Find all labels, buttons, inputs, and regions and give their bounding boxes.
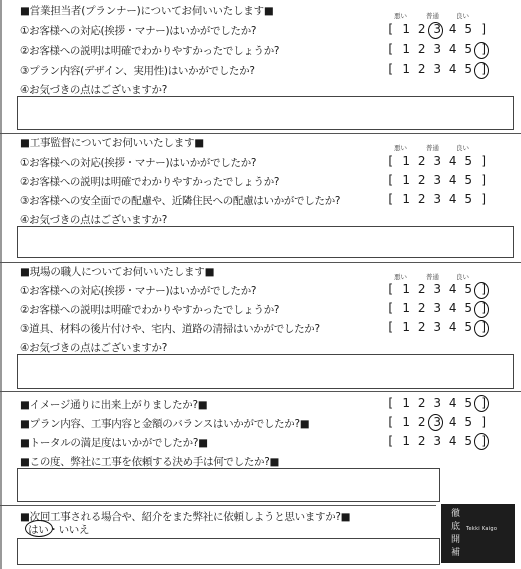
next-comment-box[interactable]: [17, 538, 440, 565]
craftsmen-q3-answer-circle: [474, 320, 489, 337]
craftsmen-q1-scale[interactable]: [ 1 2 3 4 5 ]: [388, 282, 487, 296]
scale-label-good: 良い: [456, 12, 469, 20]
overall-q3-scale[interactable]: [ 1 2 3 4 5 ]: [388, 434, 487, 448]
overall-q3-answer-circle: [474, 433, 489, 450]
planner-q4-text: ④お気づきの点はございますか?: [20, 84, 167, 96]
deciding-factor-box[interactable]: [17, 468, 440, 502]
overall-q3-text: ■トータルの満足度はいかがでしたか?■: [20, 437, 208, 449]
planner-q1-text: ①お客様への対応(挨拶・マナー)はいかがでしたか?: [20, 25, 257, 37]
overall-q1-answer-circle: [474, 395, 489, 412]
planner-q1-answer-circle: [428, 22, 443, 39]
planner-q2-answer-circle: [474, 42, 489, 59]
supervisor-q2-text: ②お客様への説明は明確でわかりやすかったでしょうか?: [20, 176, 280, 188]
option-separator: ・: [48, 524, 59, 536]
next-question: ■次回工事される場合や、紹介をまた弊社に依頼しようと思いますか?■: [20, 511, 351, 523]
craftsmen-q1-answer-circle: [474, 282, 489, 299]
craftsmen-q2-text: ②お客様への説明は明確でわかりやすかったでしょうか?: [20, 304, 280, 316]
planner-q3-scale[interactable]: [ 1 2 3 4 5 ]: [388, 62, 487, 76]
scale-label-good: 良い: [456, 273, 469, 281]
overall-q2-text: ■プラン内容、工事内容と金額のバランスはいかがでしたか?■: [20, 418, 310, 430]
planner-comment-box[interactable]: [17, 96, 514, 130]
craftsmen-q4-text: ④お気づきの点はございますか?: [20, 342, 167, 354]
craftsmen-q3-scale[interactable]: [ 1 2 3 4 5 ]: [388, 320, 487, 334]
section-divider: [0, 262, 521, 263]
section-divider: [0, 505, 436, 506]
craftsmen-comment-box[interactable]: [17, 354, 514, 389]
craftsmen-q3-text: ③道具、材料の後片付けや、宅内、道路の清掃はいかがでしたか?: [20, 323, 320, 335]
section-title-supervisor: ■工事監督についてお伺いいたします■: [20, 137, 205, 149]
overall-q2-answer-circle: [428, 414, 443, 431]
deciding-factor-question: ■この度、弊社に工事を依頼する決め手は何でしたか?■: [20, 456, 280, 468]
supervisor-q1-scale[interactable]: [ 1 2 3 4 5 ]: [388, 154, 487, 168]
next-answer-circle: [25, 520, 53, 537]
logo-kanji: 徹底開補: [451, 509, 461, 558]
scale-label-bad: 悪い: [394, 273, 407, 281]
section-title-craftsmen: ■現場の職人についてお伺いいたします■: [20, 266, 215, 278]
supervisor-q1-text: ①お客様への対応(挨拶・マナー)はいかがでしたか?: [20, 157, 257, 169]
supervisor-q2-scale[interactable]: [ 1 2 3 4 5 ]: [388, 173, 487, 187]
craftsmen-q2-scale[interactable]: [ 1 2 3 4 5 ]: [388, 301, 487, 315]
overall-q2-scale[interactable]: [ 1 2 3 4 5 ]: [388, 415, 487, 429]
option-no[interactable]: いいえ: [58, 524, 90, 536]
scale-label-bad: 悪い: [394, 12, 407, 20]
overall-q1-text: ■イメージ通りに出来上がりましたか?■: [20, 399, 208, 411]
scale-label-good: 良い: [456, 144, 469, 152]
option-yes[interactable]: はい: [28, 524, 49, 536]
section-divider: [0, 133, 521, 134]
supervisor-q3-text: ③お客様への安全面での配慮や、近隣住民への配慮はいかがでしたか?: [20, 195, 341, 207]
section-title-planner: ■営業担当者(プランナー)についてお伺いいたします■: [20, 5, 274, 17]
supervisor-q3-scale[interactable]: [ 1 2 3 4 5 ]: [388, 192, 487, 206]
planner-q1-scale[interactable]: [ 1 2 3 4 5 ]: [388, 22, 487, 36]
company-logo: [441, 504, 515, 563]
craftsmen-q1-text: ①お客様への対応(挨拶・マナー)はいかがでしたか?: [20, 285, 257, 297]
scale-label-bad: 悪い: [394, 144, 407, 152]
scale-label-normal: 普通: [426, 144, 439, 152]
scale-label-normal: 普通: [426, 273, 439, 281]
left-margin-line: [0, 0, 2, 569]
logo-latin: Tekki Kaigo: [466, 526, 498, 532]
planner-q3-answer-circle: [474, 62, 489, 79]
supervisor-q4-text: ④お気づきの点はございますか?: [20, 214, 167, 226]
planner-q2-text: ②お客様への説明は明確でわかりやすかったでしょうか?: [20, 45, 280, 57]
planner-q3-text: ③プラン内容(デザイン、実用性)はいかがでしたか?: [20, 65, 255, 77]
scale-label-normal: 普通: [426, 12, 439, 20]
section-divider: [0, 391, 521, 392]
planner-q2-scale[interactable]: [ 1 2 3 4 5 ]: [388, 42, 487, 56]
overall-q1-scale[interactable]: [ 1 2 3 4 5 ]: [388, 396, 487, 410]
craftsmen-q2-answer-circle: [474, 301, 489, 318]
supervisor-comment-box[interactable]: [17, 226, 514, 258]
